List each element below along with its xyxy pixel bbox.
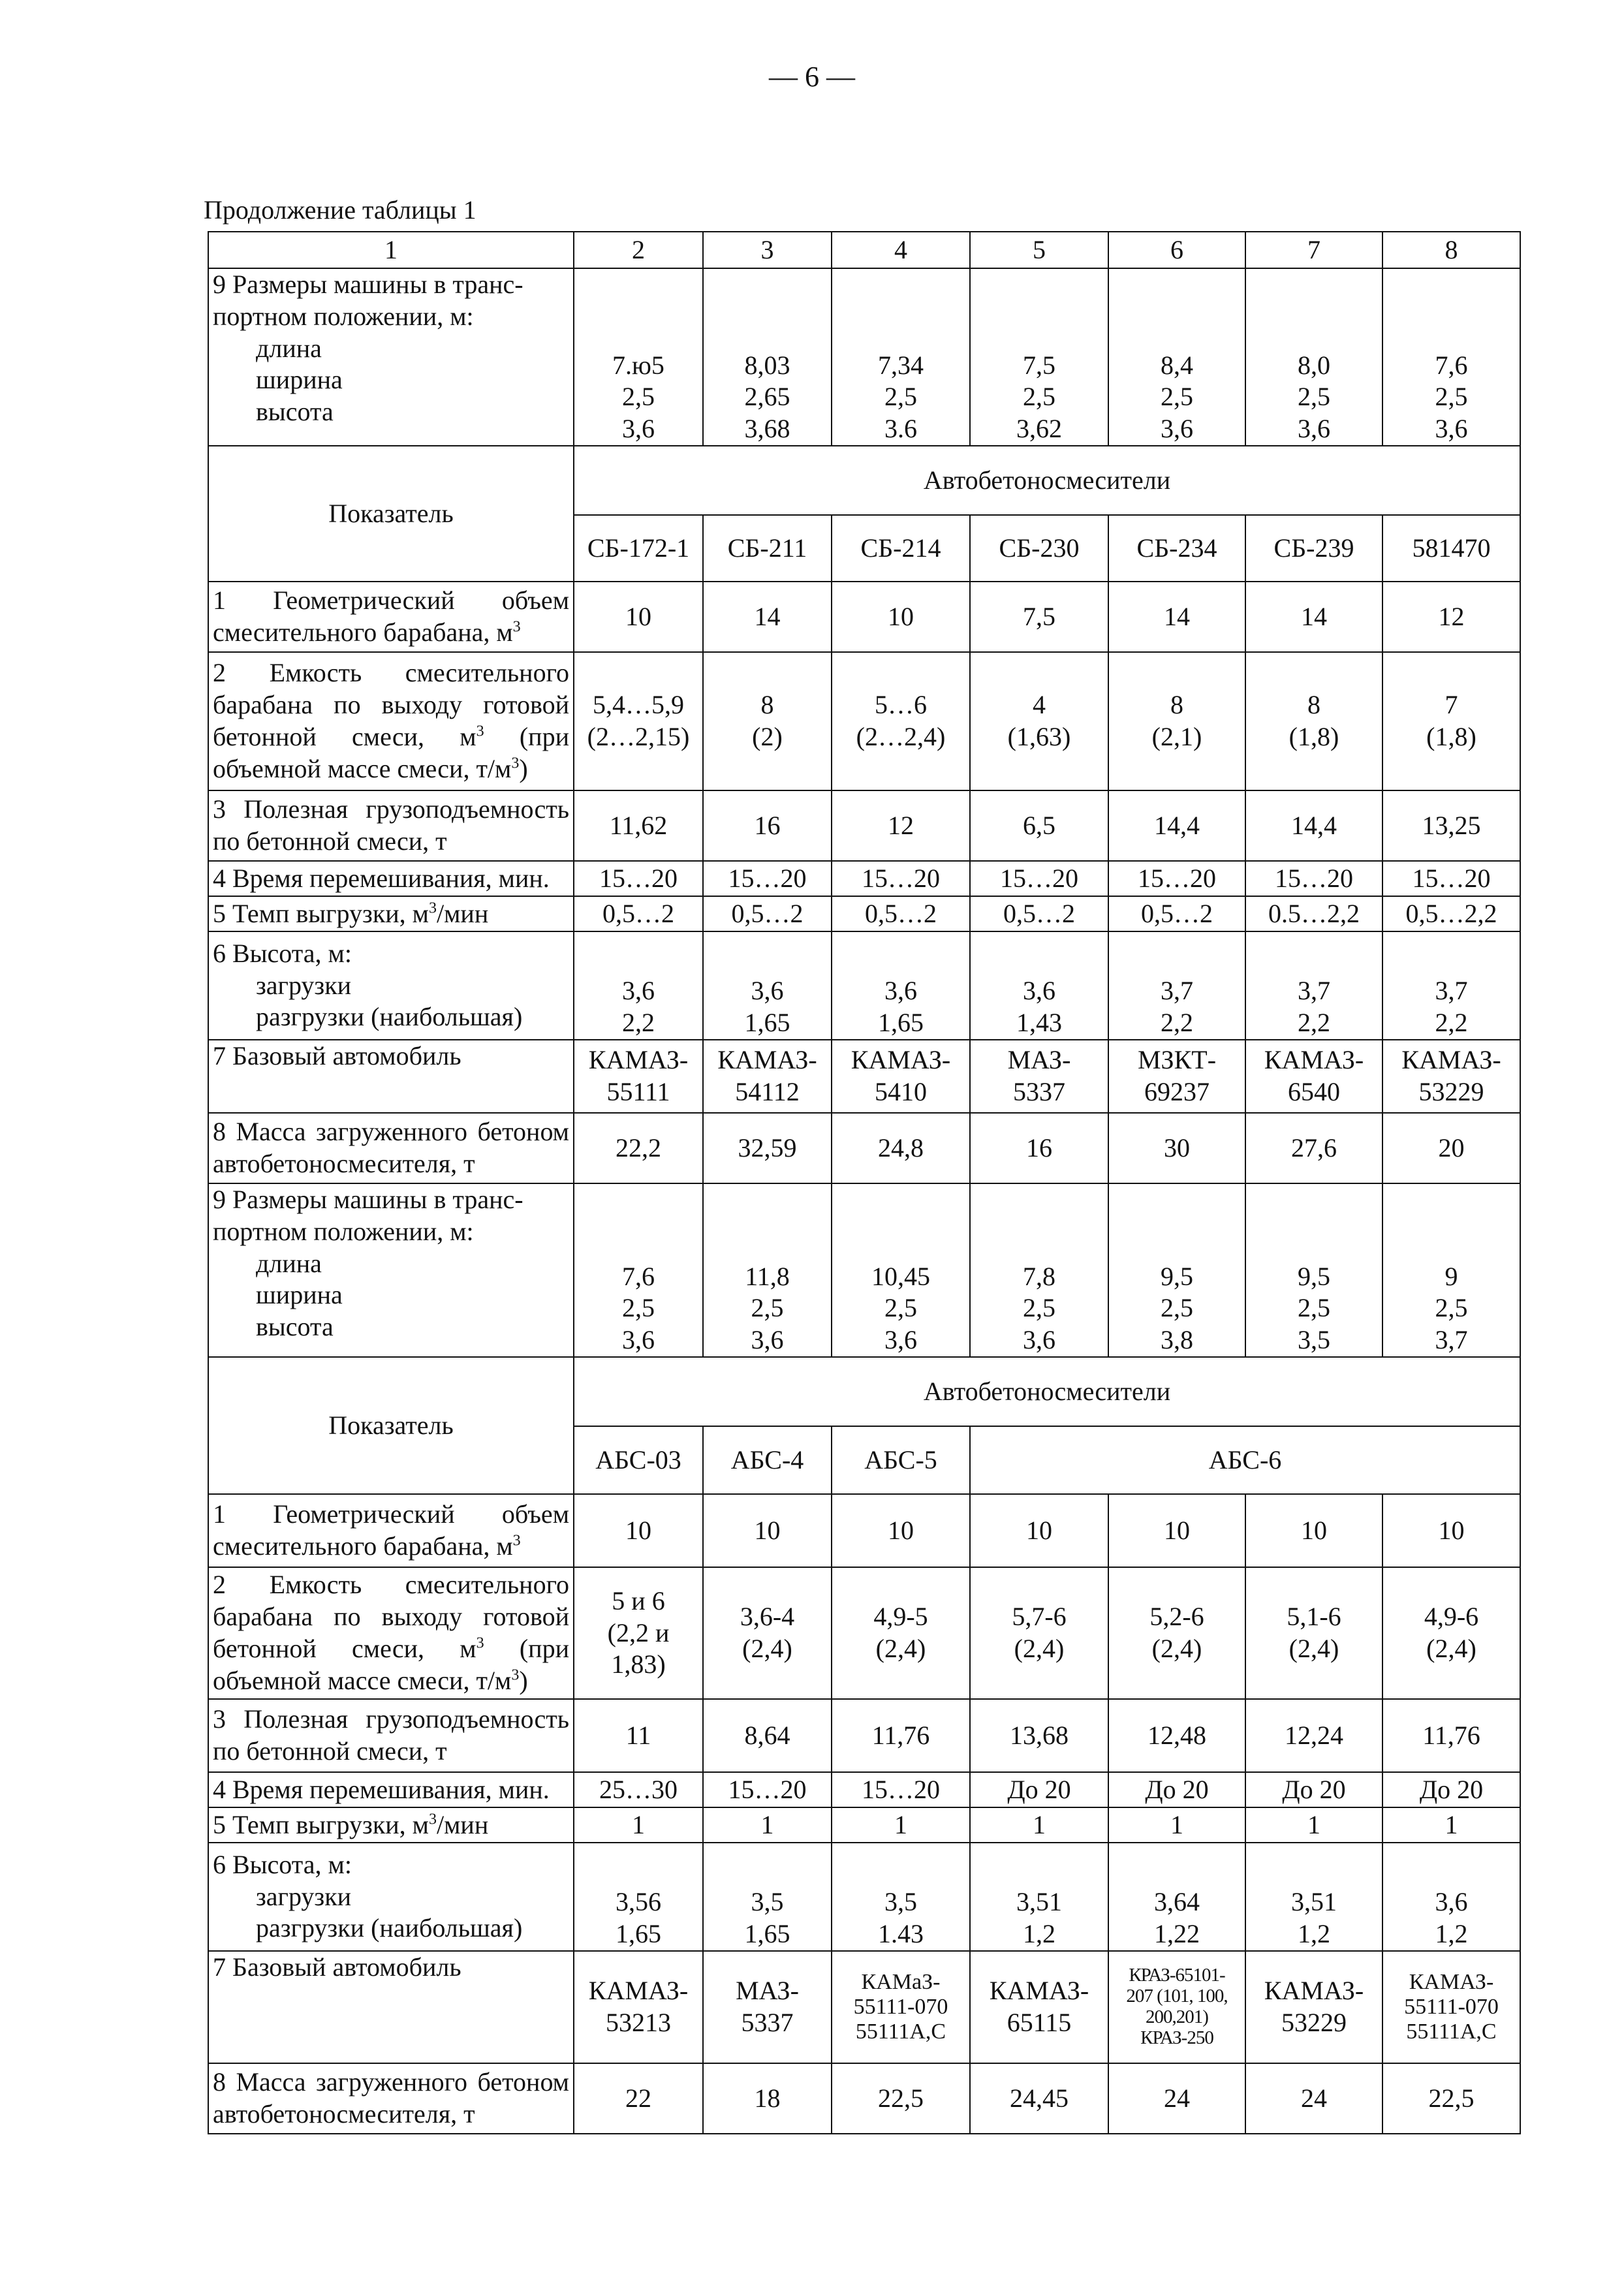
data-cell: 5 и 6 (2,2 и 1,83) [574, 1567, 703, 1699]
data-cell: 12,48 [1108, 1699, 1245, 1772]
data-cell: 22,2 [574, 1113, 703, 1183]
column-number: 1 [208, 232, 574, 268]
data-cell: 10 [1382, 1494, 1520, 1567]
data-cell: 7,6 2,5 3,6 [1382, 268, 1520, 446]
data-cell: 22,5 [1382, 2063, 1520, 2134]
data-cell: 3,6 1,43 [970, 931, 1108, 1040]
data-cell: 7,8 2,5 3,6 [970, 1183, 1108, 1357]
payload-row [208, 1699, 1520, 1772]
data-cell: 5…6 (2…2,4) [832, 652, 970, 790]
data-cell: 7.ю5 2,5 3,6 [574, 268, 703, 446]
loaded-mass-row [208, 2063, 1520, 2134]
column-number: 2 [574, 232, 703, 268]
column-number: 5 [970, 232, 1108, 268]
data-cell: 8 (2) [703, 652, 832, 790]
data-cell: 24,8 [832, 1113, 970, 1183]
data-cell: 7 (1,8) [1382, 652, 1520, 790]
data-cell: КАМАЗ- 65115 [970, 1951, 1108, 2063]
data-cell: 12 [1382, 582, 1520, 652]
data-cell: 10,45 2,5 3,6 [832, 1183, 970, 1357]
data-cell: 1 [1108, 1807, 1245, 1843]
data-cell: 0,5…2 [1108, 896, 1245, 931]
data-cell: 9 2,5 3,7 [1382, 1183, 1520, 1357]
row-label: 2 Емкость смесительного барабана по выходу готовой бетонной смеси, $м^3$ (при объемной массе смеси, $т/м^3$) [208, 652, 574, 790]
data-cell: 8 (1,8) [1245, 652, 1382, 790]
row-label: 4 Время перемешивания, мин. [208, 1772, 574, 1807]
data-cell: КАМАЗ- 5410 [832, 1040, 970, 1113]
data-cell: 5,2-6 (2,4) [1108, 1567, 1245, 1699]
data-cell: 20 [1382, 1113, 1520, 1183]
data-cell: 15…20 [832, 861, 970, 896]
data-cell: 27,6 [1245, 1113, 1382, 1183]
data-cell: 15…20 [574, 861, 703, 896]
model-name: СБ-172-1 [574, 515, 703, 582]
data-cell: 5,7-6 (2,4) [970, 1567, 1108, 1699]
data-cell: 14 [1245, 582, 1382, 652]
data-cell: 24,45 [970, 2063, 1108, 2134]
drum-volume-row [208, 582, 1520, 652]
base-vehicle-row [208, 1951, 1520, 2063]
data-cell: 3,6 1,65 [703, 931, 832, 1040]
mixing-time-row [208, 861, 1520, 896]
column-number: 8 [1382, 232, 1520, 268]
model-name: АБС-6 [970, 1426, 1520, 1494]
data-cell: 11,76 [1382, 1699, 1520, 1772]
mixing-time-row [208, 1772, 1520, 1807]
data-cell: 8,64 [703, 1699, 832, 1772]
data-cell: 3,56 1,65 [574, 1843, 703, 1951]
row-label: 5 Темп выгрузки, $м^3$/мин [208, 896, 574, 931]
row-label: 4 Время перемешивания, мин. [208, 861, 574, 896]
data-cell: 10 [703, 1494, 832, 1567]
data-cell: КРАЗ-65101- 207 (101, 100, 200,201) КРАЗ-250 [1108, 1951, 1245, 2063]
model-name: 581470 [1382, 515, 1520, 582]
data-cell: 15…20 [1382, 861, 1520, 896]
dimensions-row [208, 1183, 1520, 1357]
data-cell: 24 [1245, 2063, 1382, 2134]
model-name: СБ-211 [703, 515, 832, 582]
data-cell: 1 [574, 1807, 703, 1843]
data-cell: 7,34 2,5 3.6 [832, 268, 970, 446]
indicator-header: Показатель [208, 1357, 574, 1494]
model-name: АБС-4 [703, 1426, 832, 1494]
data-cell: КАМАЗ- 54112 [703, 1040, 832, 1113]
model-name: СБ-239 [1245, 515, 1382, 582]
row-label: 1 Геометрический объем смесительного барабана, $м^3$ [208, 582, 574, 652]
data-cell: 0,5…2,2 [1382, 896, 1520, 931]
model-name: СБ-234 [1108, 515, 1245, 582]
data-cell: 11,62 [574, 790, 703, 861]
data-cell: 10 [1245, 1494, 1382, 1567]
row-label: 7 Базовый автомобиль [208, 1951, 574, 2063]
section-header-row [208, 1357, 1520, 1426]
data-cell: 1 [970, 1807, 1108, 1843]
data-cell: 1 [1382, 1807, 1520, 1843]
data-cell: 3,6 2,2 [574, 931, 703, 1040]
table-caption: Продолжение таблицы 1 [204, 195, 476, 225]
base-vehicle-row [208, 1040, 1520, 1113]
unloading-rate-row [208, 896, 1520, 931]
group-header: Автобетоносмесители [574, 446, 1520, 515]
data-cell: 15…20 [970, 861, 1108, 896]
data-cell: 9,5 2,5 3,8 [1108, 1183, 1245, 1357]
data-cell: 9,5 2,5 3,5 [1245, 1183, 1382, 1357]
column-number-row [208, 232, 1520, 268]
data-cell: 14 [703, 582, 832, 652]
data-cell: МАЗ- 5337 [703, 1951, 832, 2063]
drum-capacity-row [208, 652, 1520, 790]
data-cell: 3,6-4 (2,4) [703, 1567, 832, 1699]
data-cell: 1 [832, 1807, 970, 1843]
data-cell: 16 [703, 790, 832, 861]
data-cell: 32,59 [703, 1113, 832, 1183]
data-cell: КАМАЗ- 53213 [574, 1951, 703, 2063]
data-cell: 5,4…5,9 (2…2,15) [574, 652, 703, 790]
data-cell: 14,4 [1245, 790, 1382, 861]
row-label: 8 Масса загруженного бетоном автобетоносмесителя, т [208, 2063, 574, 2134]
row-label: 6 Высота, м: загрузки разгрузки (наибольшая) [208, 931, 574, 1040]
data-cell: КАМАЗ- 53229 [1382, 1040, 1520, 1113]
row-label: 8 Масса загруженного бетоном автобетоносмесителя, т [208, 1113, 574, 1183]
data-cell: 6,5 [970, 790, 1108, 861]
data-cell: 8 (2,1) [1108, 652, 1245, 790]
drum-capacity-row [208, 1567, 1520, 1699]
data-cell: До 20 [1382, 1772, 1520, 1807]
data-cell: 8,0 2,5 3,6 [1245, 268, 1382, 446]
page-number: — 6 — [769, 61, 855, 93]
dimensions-row [208, 268, 1520, 446]
data-cell: 22,5 [832, 2063, 970, 2134]
data-cell: 0,5…2 [970, 896, 1108, 931]
data-cell: 15…20 [1245, 861, 1382, 896]
column-number: 6 [1108, 232, 1245, 268]
data-cell: 11,76 [832, 1699, 970, 1772]
data-cell: 0,5…2 [574, 896, 703, 931]
row-label: 9 Размеры машины в транс- портном положении, м: длина ширина высота [208, 1183, 574, 1357]
data-cell: До 20 [1108, 1772, 1245, 1807]
data-cell: МАЗ- 5337 [970, 1040, 1108, 1113]
data-cell: 22 [574, 2063, 703, 2134]
specifications-table [208, 231, 1521, 2134]
model-name: АБС-03 [574, 1426, 703, 1494]
row-label: 7 Базовый автомобиль [208, 1040, 574, 1113]
data-cell: КАМАЗ- 6540 [1245, 1040, 1382, 1113]
data-cell: До 20 [1245, 1772, 1382, 1807]
model-name: СБ-230 [970, 515, 1108, 582]
height-row [208, 931, 1520, 1040]
data-cell: МЗКТ- 69237 [1108, 1040, 1245, 1113]
payload-row [208, 790, 1520, 861]
data-cell: КАМАЗ- 53229 [1245, 1951, 1382, 2063]
data-cell: 4,9-6 (2,4) [1382, 1567, 1520, 1699]
column-number: 4 [832, 232, 970, 268]
unloading-rate-row [208, 1807, 1520, 1843]
data-cell: 4,9-5 (2,4) [832, 1567, 970, 1699]
data-cell: 14 [1108, 582, 1245, 652]
data-cell: 14,4 [1108, 790, 1245, 861]
section-header-row [208, 446, 1520, 515]
model-name: АБС-5 [832, 1426, 970, 1494]
data-cell: 0.5…2,2 [1245, 896, 1382, 931]
data-cell: 7,5 [970, 582, 1108, 652]
data-cell: 15…20 [1108, 861, 1245, 896]
data-cell: 7,5 2,5 3,62 [970, 268, 1108, 446]
data-cell: До 20 [970, 1772, 1108, 1807]
data-cell: 3,6 1,65 [832, 931, 970, 1040]
data-cell: 10 [574, 1494, 703, 1567]
data-cell: 25…30 [574, 1772, 703, 1807]
data-cell: 3,51 1,2 [1245, 1843, 1382, 1951]
data-cell: 3,7 2,2 [1382, 931, 1520, 1040]
data-cell: 3,5 1.43 [832, 1843, 970, 1951]
data-cell: 10 [970, 1494, 1108, 1567]
data-cell: 15…20 [832, 1772, 970, 1807]
data-cell: 24 [1108, 2063, 1245, 2134]
data-cell: КАМаЗ- 55111-070 55111А,С [832, 1951, 970, 2063]
data-cell: КАМАЗ- 55111-070 55111А,С [1382, 1951, 1520, 2063]
data-cell: 30 [1108, 1113, 1245, 1183]
data-cell: 0,5…2 [703, 896, 832, 931]
data-cell: 0,5…2 [832, 896, 970, 931]
row-label: 6 Высота, м: загрузки разгрузки (наибольшая) [208, 1843, 574, 1951]
row-label: 5 Темп выгрузки, $м^3$/мин [208, 1807, 574, 1843]
data-cell: 10 [832, 1494, 970, 1567]
data-cell: 10 [1108, 1494, 1245, 1567]
data-cell: КАМАЗ- 55111 [574, 1040, 703, 1113]
row-label: 1 Геометрический объем смесительного барабана, $м^3$ [208, 1494, 574, 1567]
data-cell: 3,5 1,65 [703, 1843, 832, 1951]
data-cell: 13,25 [1382, 790, 1520, 861]
data-cell: 8,4 2,5 3,6 [1108, 268, 1245, 446]
column-number: 3 [703, 232, 832, 268]
data-cell: 3,51 1,2 [970, 1843, 1108, 1951]
model-name: СБ-214 [832, 515, 970, 582]
data-cell: 10 [832, 582, 970, 652]
row-label: 2 Емкость смесительного барабана по выходу готовой бетонной смеси, $м^3$ (при объемной массе смеси, $т/м^3$) [208, 1567, 574, 1699]
data-cell: 12 [832, 790, 970, 861]
data-cell: 13,68 [970, 1699, 1108, 1772]
data-cell: 5,1-6 (2,4) [1245, 1567, 1382, 1699]
data-cell: 11,8 2,5 3,6 [703, 1183, 832, 1357]
data-cell: 8,03 2,65 3,68 [703, 268, 832, 446]
data-cell: 11 [574, 1699, 703, 1772]
data-cell: 3,64 1,22 [1108, 1843, 1245, 1951]
group-header: Автобетоносмесители [574, 1357, 1520, 1426]
data-cell: 1 [703, 1807, 832, 1843]
column-number: 7 [1245, 232, 1382, 268]
data-cell: 15…20 [703, 1772, 832, 1807]
data-cell: 3,6 1,2 [1382, 1843, 1520, 1951]
loaded-mass-row [208, 1113, 1520, 1183]
data-cell: 7,6 2,5 3,6 [574, 1183, 703, 1357]
row-label: 3 Полезная грузоподъемность по бетонной смеси, т [208, 790, 574, 861]
height-row [208, 1843, 1520, 1951]
data-cell: 12,24 [1245, 1699, 1382, 1772]
drum-volume-row [208, 1494, 1520, 1567]
data-cell: 3,7 2,2 [1108, 931, 1245, 1040]
row-label: 3 Полезная грузоподъемность по бетонной смеси, т [208, 1699, 574, 1772]
data-cell: 18 [703, 2063, 832, 2134]
data-cell: 16 [970, 1113, 1108, 1183]
data-cell: 3,7 2,2 [1245, 931, 1382, 1040]
indicator-header: Показатель [208, 446, 574, 582]
data-cell: 15…20 [703, 861, 832, 896]
data-cell: 4 (1,63) [970, 652, 1108, 790]
data-cell: 10 [574, 582, 703, 652]
data-cell: 1 [1245, 1807, 1382, 1843]
row-label: 9 Размеры машины в транс- портном положении, м: длина ширина высота [208, 268, 574, 446]
